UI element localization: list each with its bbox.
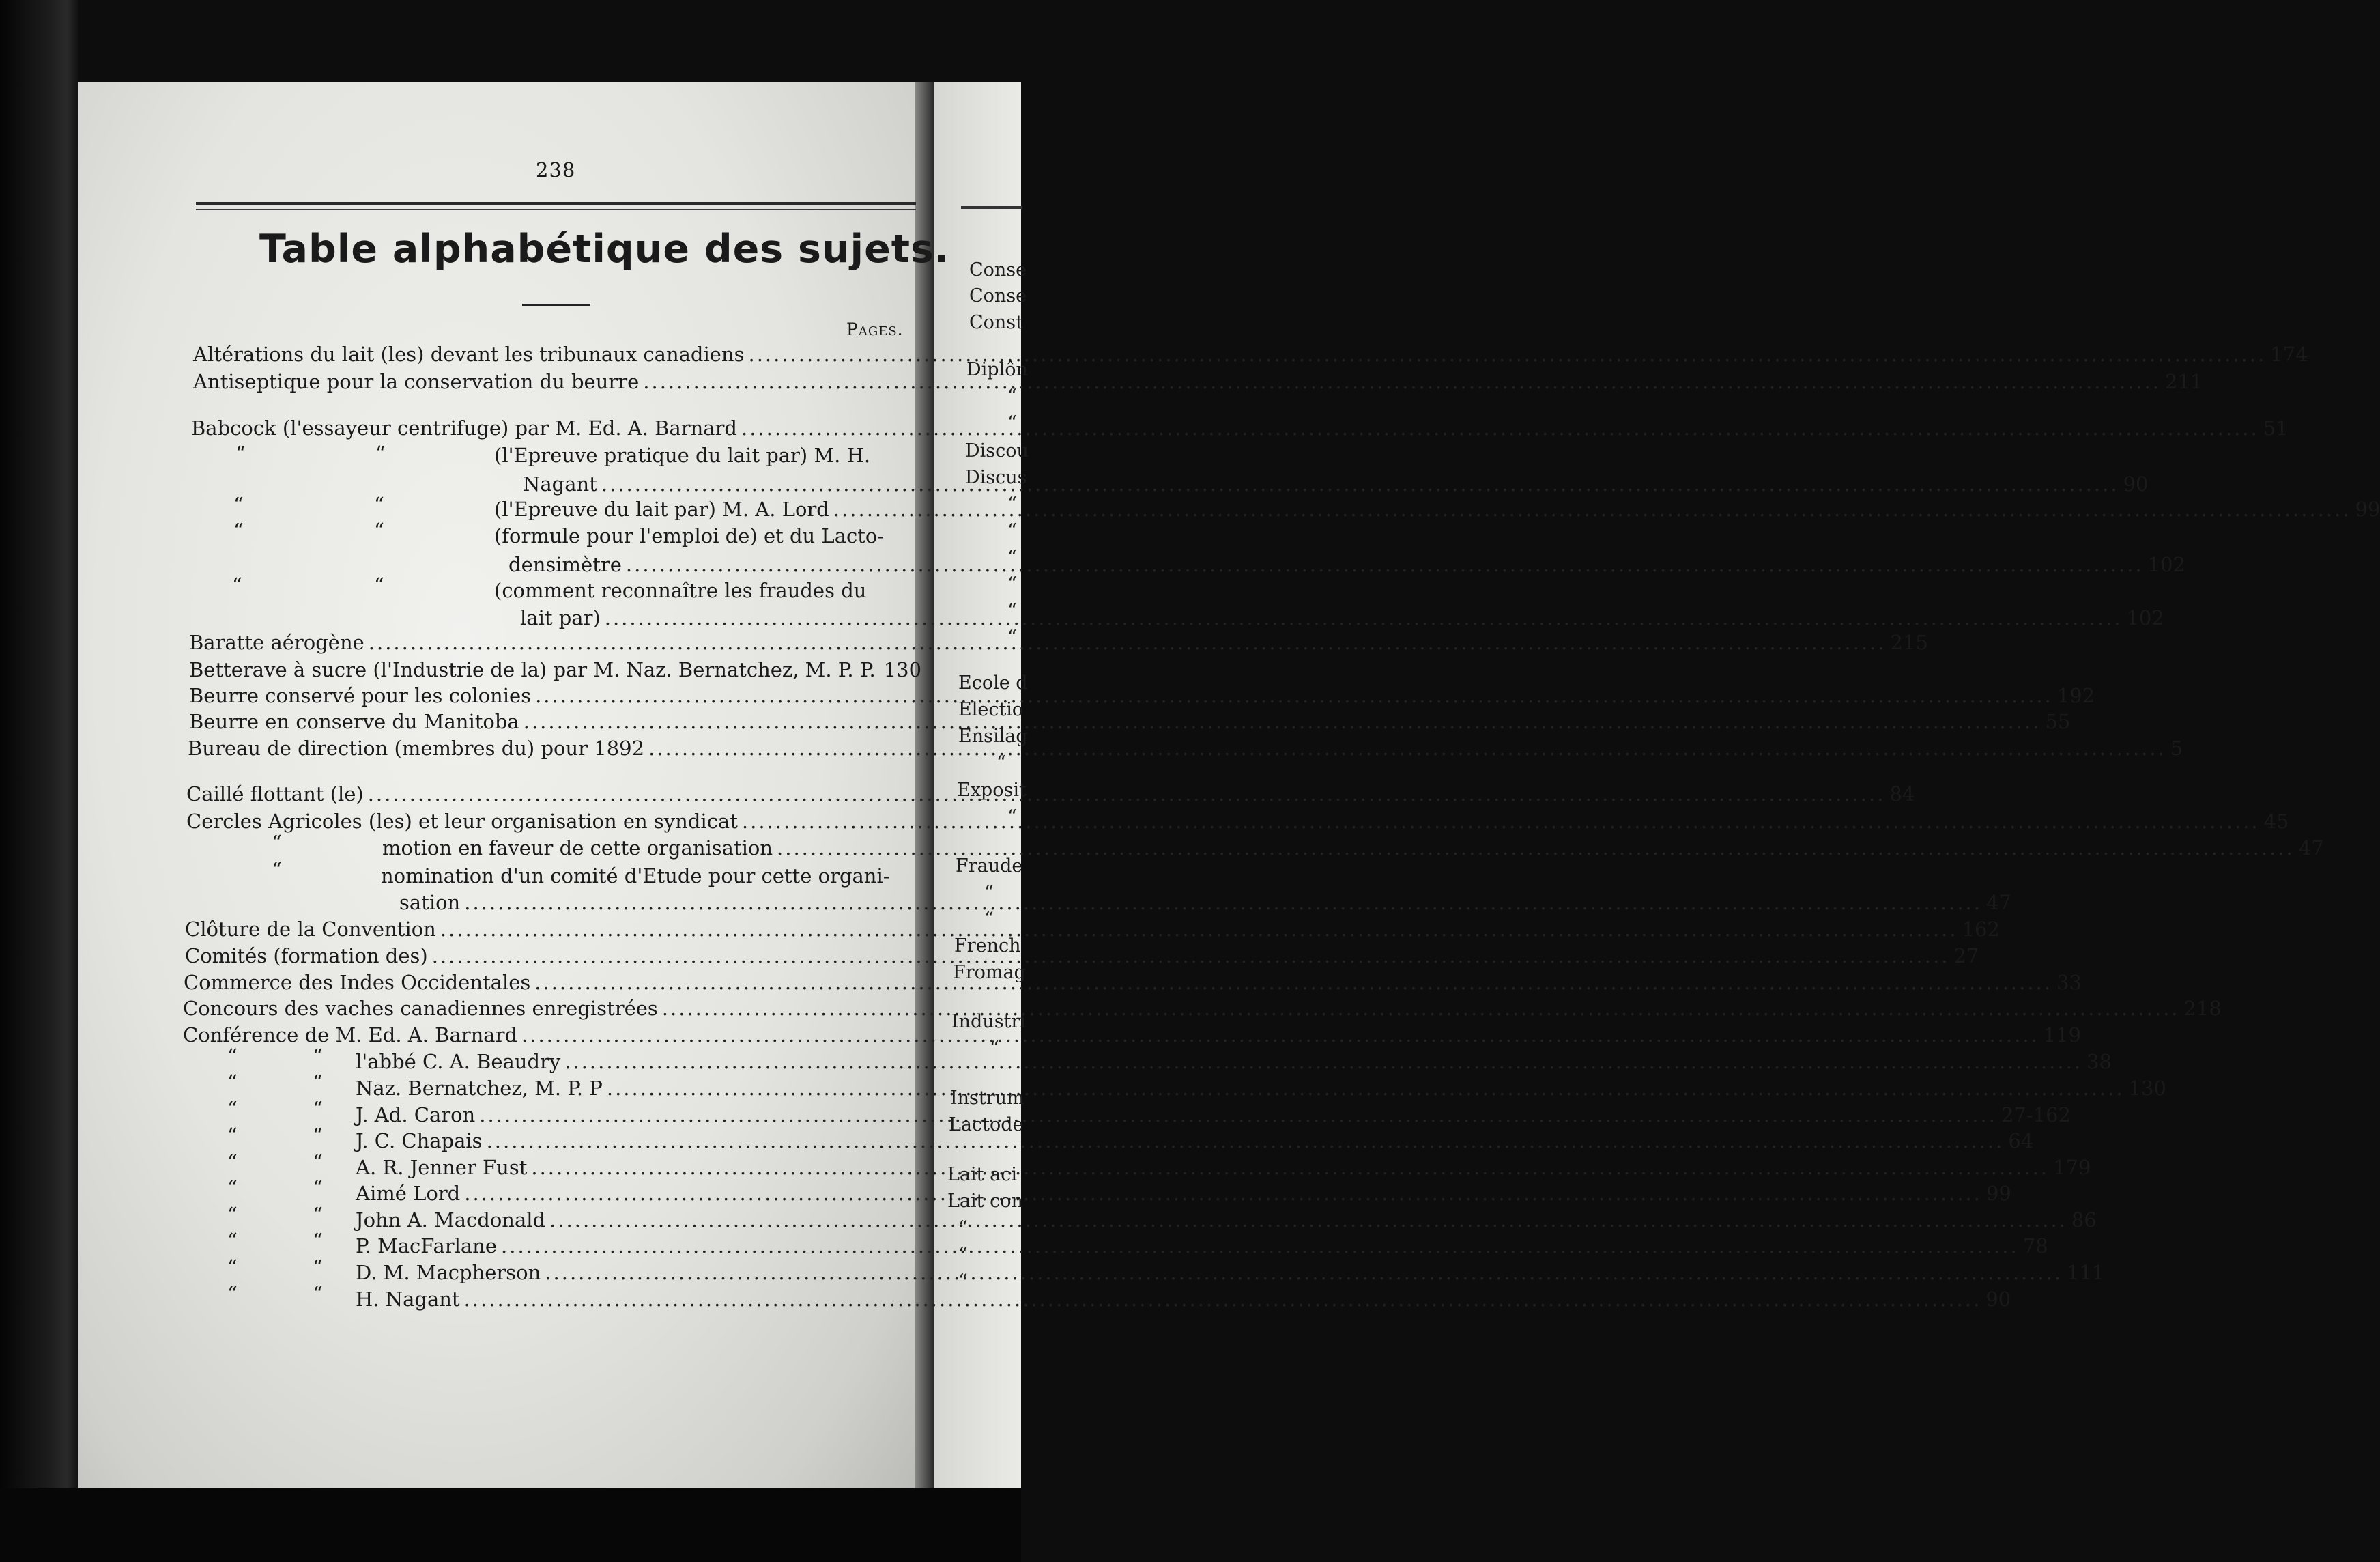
header-rule-thick — [196, 202, 916, 205]
leader-dots — [605, 605, 2123, 631]
index-entry — [356, 1260, 2105, 1286]
entry-page: 130 — [2128, 1077, 2166, 1100]
entry-text: Babcock (l'essayeur centrifuge) par M. Ed. A. Barnard — [191, 416, 737, 440]
entry-text: Concours des vaches canadiennes enregistrées — [183, 997, 658, 1020]
index-entry — [356, 1207, 2097, 1233]
entry-text: H. Nagant — [356, 1288, 460, 1311]
entry-page: 64 — [2008, 1129, 2034, 1152]
entry-page: 51 — [2263, 416, 2289, 440]
entry-text: Cercles Agricoles (les) et leur organisation en syndicat — [186, 810, 738, 833]
ditto-mark: “ — [313, 1229, 323, 1252]
leader-dots — [524, 709, 2041, 735]
entry-text: P. MacFarlane — [356, 1234, 498, 1258]
index-entry-continued: nomination d'un comité d'Etude pour cette organi- — [381, 864, 890, 888]
ditto-mark: “ — [227, 1176, 238, 1199]
leader-dots — [601, 471, 2119, 497]
leader-dots — [833, 496, 2351, 522]
entry-text: lait par) — [520, 606, 601, 629]
right-page-line: Conse — [969, 259, 1027, 281]
right-page-line: Ensilag — [958, 726, 1028, 747]
index-entry — [494, 496, 2380, 522]
entry-text: densimètre — [508, 553, 622, 576]
right-page-line: Lait con — [947, 1191, 1023, 1212]
ditto-mark: “ — [313, 1097, 323, 1120]
leader-dots — [368, 781, 1886, 807]
leader-dots — [545, 1260, 2063, 1286]
ditto-mark: “ — [313, 1150, 323, 1174]
right-page-line: Discus — [965, 467, 1027, 488]
right-page-line: “ — [1007, 573, 1017, 595]
ditto-mark: “ — [227, 1045, 238, 1068]
right-page-line: “ — [1007, 547, 1017, 568]
entry-text: Beurre en conserve du Manitoba — [189, 710, 519, 733]
page-number: 238 — [536, 158, 576, 182]
entry-text: Clôture de la Convention — [185, 918, 436, 941]
ditto-mark: “ — [313, 1203, 323, 1226]
entry-page: 215 — [1890, 631, 1928, 654]
entry-text: Bureau de direction (membres du) pour 1892 — [188, 737, 645, 760]
entry-text: Nagant — [523, 472, 597, 496]
entry-text: sation — [399, 891, 461, 914]
right-page-line: Fromag — [953, 962, 1026, 983]
ditto-mark: “ — [227, 1203, 238, 1226]
index-entry — [356, 1233, 2048, 1259]
ditto-mark: “ — [313, 1282, 323, 1305]
entry-page: 130 — [883, 658, 922, 681]
leader-dots — [564, 1049, 2082, 1075]
index-entry — [189, 657, 922, 683]
leader-dots — [535, 683, 2053, 709]
right-page-line: “ — [1007, 627, 1017, 648]
ditto-mark: “ — [227, 1150, 238, 1174]
entry-text: l'abbé C. A. Beaudry — [356, 1050, 561, 1073]
leader-dots — [531, 1154, 2049, 1180]
leader-dots — [742, 808, 2260, 834]
ditto-mark: “ — [227, 1255, 238, 1279]
index-entry — [193, 341, 2308, 367]
ditto-mark: “ — [313, 1070, 323, 1094]
entry-text: Caillé flottant (le) — [186, 782, 364, 806]
leader-dots — [464, 1180, 1982, 1206]
leader-dots — [479, 1102, 1997, 1128]
right-page-line: Electio — [958, 699, 1024, 720]
leader-dots — [626, 552, 2144, 578]
index-entry — [356, 1049, 2112, 1075]
entry-page: 90 — [1985, 1288, 2011, 1311]
index-entry — [520, 605, 2164, 631]
leader-dots — [607, 1075, 2125, 1101]
index-entry-continued: (formule pour l'emploi de) et du Lacto- — [494, 524, 885, 548]
entry-page: 78 — [2022, 1234, 2048, 1258]
right-page-line: Exposit — [957, 780, 1027, 801]
pages-column-header: Pages. — [846, 320, 904, 339]
entry-page: 192 — [2056, 684, 2095, 707]
right-page-line: “ — [958, 1217, 968, 1238]
entry-text: J. C. Chapais — [356, 1129, 483, 1152]
right-page-line: French — [954, 935, 1021, 956]
leader-dots — [432, 943, 1950, 969]
right-page-line: Diplôn — [966, 359, 1028, 380]
right-page-line: “ — [1007, 520, 1017, 541]
index-entry-continued: (comment reconnaître les fraudes du — [494, 579, 867, 602]
index-entry — [185, 916, 2000, 942]
entry-text: Aimé Lord — [356, 1182, 461, 1205]
ditto-mark: “ — [374, 493, 384, 516]
entry-page: 55 — [2045, 710, 2071, 733]
leader-dots — [464, 1286, 1982, 1312]
index-entry — [356, 1286, 2011, 1312]
leader-dots — [464, 890, 1982, 915]
entry-page: 102 — [2147, 553, 2185, 576]
right-page-line: Const — [969, 312, 1024, 333]
header-rule-thin — [196, 209, 916, 210]
entry-page: 179 — [2053, 1156, 2091, 1179]
entry-page: 119 — [2043, 1023, 2082, 1047]
right-page-line: “ — [1007, 600, 1017, 621]
right-page-rule — [961, 206, 1022, 209]
right-page-line: “ — [1007, 806, 1017, 827]
right-page-line: Conse — [969, 285, 1027, 307]
entry-page: 5 — [2170, 737, 2183, 760]
ditto-mark: “ — [233, 519, 244, 542]
entry-page: 38 — [2087, 1050, 2112, 1073]
ditto-mark: “ — [227, 1229, 238, 1252]
ditto-mark: “ — [375, 442, 386, 465]
entry-text: A. R. Jenner Fust — [356, 1156, 528, 1179]
right-page-line: “ — [1007, 494, 1017, 515]
leader-dots — [643, 369, 2161, 395]
index-entry — [382, 835, 2324, 861]
leader-dots — [487, 1128, 2005, 1154]
ditto-mark: “ — [313, 1176, 323, 1199]
index-entry — [183, 995, 2222, 1021]
leader-dots — [440, 916, 1958, 942]
entry-page: 174 — [2270, 343, 2308, 366]
entry-page: 86 — [2071, 1208, 2097, 1232]
leader-dots — [521, 1022, 2039, 1048]
entry-page: 45 — [2263, 810, 2289, 833]
ditto-mark: “ — [235, 442, 246, 465]
entry-text: Comités (formation des) — [185, 944, 428, 967]
entry-page: 47 — [2298, 836, 2324, 860]
entry-text: Conférence de M. Ed. A. Barnard — [183, 1023, 518, 1047]
entry-text: Altérations du lait (les) devant les tribunaux canadiens — [193, 343, 745, 366]
entry-page: 218 — [2183, 997, 2222, 1020]
ditto-mark: “ — [272, 831, 282, 854]
index-entry — [189, 629, 1928, 655]
right-page-line: Discou — [965, 440, 1029, 462]
entry-page: 27 — [1953, 944, 1979, 967]
entry-page: 99 — [2355, 498, 2380, 521]
entry-page: 90 — [2123, 472, 2149, 496]
ditto-mark: “ — [232, 573, 242, 597]
entry-text: motion en faveur de cette organisation — [382, 836, 773, 860]
leader-dots — [369, 629, 1887, 655]
right-page-line: “ — [984, 882, 994, 903]
entry-text: Commerce des Indes Occidentales — [184, 971, 531, 994]
ditto-mark: “ — [313, 1045, 323, 1068]
entry-page: 47 — [1985, 891, 2011, 914]
entry-text: Naz. Bernatchez, M. P. P — [356, 1077, 603, 1100]
entry-text: John A. Macdonald — [356, 1208, 546, 1232]
entry-text: J. Ad. Caron — [356, 1103, 476, 1126]
ditto-mark: “ — [374, 573, 384, 597]
leader-dots — [662, 995, 2180, 1021]
ditto-mark: “ — [227, 1097, 238, 1120]
ditto-mark: “ — [374, 519, 384, 542]
index-entry-continued: (l'Epreuve pratique du lait par) M. H. — [494, 444, 871, 467]
right-page-line: “ — [1007, 386, 1017, 407]
entry-text: Baratte aérogène — [189, 631, 364, 654]
right-page-line: Fraude — [956, 855, 1023, 877]
entry-page: 111 — [2067, 1261, 2105, 1284]
index-entry — [183, 1022, 2082, 1048]
right-page-line: “ — [1007, 412, 1017, 434]
right-page-line: Instrum — [950, 1088, 1024, 1109]
book-spine — [0, 0, 78, 1562]
right-page-line: “ — [984, 909, 994, 930]
entry-text: D. M. Macpherson — [356, 1261, 541, 1284]
index-entry — [191, 415, 2289, 441]
leader-dots — [648, 735, 2166, 761]
entry-text: Betterave à sucre (l'Industrie de la) par M. Naz. Bernatchez, M. P. P. — [189, 658, 876, 681]
ditto-mark: “ — [272, 858, 282, 881]
ditto-mark: “ — [227, 1282, 238, 1305]
entry-page: 99 — [1985, 1182, 2011, 1205]
right-page-line: Lactode — [949, 1114, 1024, 1135]
index-entry — [399, 890, 2011, 915]
entry-page: 27-162 — [2001, 1103, 2071, 1126]
entry-text: (l'Epreuve du lait par) M. A. Lord — [494, 498, 829, 521]
entry-page: 84 — [1889, 782, 1915, 806]
page-title: Table alphabétique des sujets. — [259, 227, 950, 272]
bottom-background — [0, 1488, 1021, 1562]
right-page-line: “ — [958, 1244, 968, 1265]
leader-dots — [534, 969, 2052, 995]
entry-page: 162 — [1962, 918, 2000, 941]
entry-text: Beurre conservé pour les colonies — [189, 684, 532, 707]
right-page-line: “ — [997, 752, 1006, 773]
index-entry — [356, 1128, 2034, 1154]
entry-page: 211 — [2165, 370, 2203, 393]
entry-page: 102 — [2126, 606, 2164, 629]
ditto-mark: “ — [227, 1070, 238, 1094]
ditto-mark: “ — [233, 493, 244, 516]
ditto-mark: “ — [313, 1255, 323, 1279]
right-page-line: Industri — [951, 1011, 1026, 1032]
right-page-line: Ecole d — [958, 672, 1028, 694]
index-entry — [508, 552, 2185, 578]
leader-dots — [501, 1233, 2019, 1259]
right-page-line: “ — [990, 1038, 999, 1059]
title-separator — [522, 304, 590, 306]
ditto-mark: “ — [227, 1124, 238, 1147]
index-entry — [186, 808, 2289, 834]
right-page-line: Lait aci — [947, 1164, 1017, 1185]
leader-dots — [741, 415, 2259, 441]
ditto-mark: “ — [313, 1124, 323, 1147]
entry-text: Antiseptique pour la conservation du beurre — [193, 370, 640, 393]
right-page-line: “ — [958, 1270, 968, 1292]
entry-page: 33 — [2056, 971, 2082, 994]
leader-dots — [549, 1207, 2067, 1233]
